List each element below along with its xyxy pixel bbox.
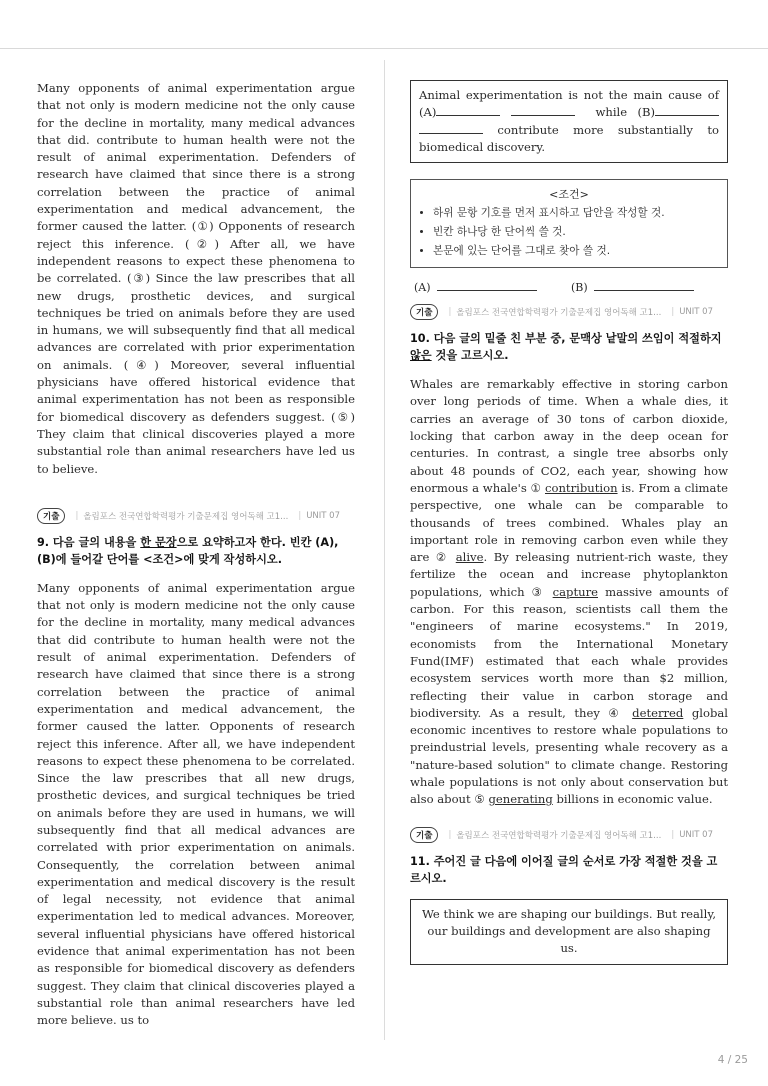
q10-question: 10. 다음 글의 밑줄 친 부분 중, 문맥상 낱말의 쓰임이 적절하지 않은 것을 고르시오. <box>410 332 722 363</box>
q11-unit: UNIT 07 <box>679 829 713 840</box>
q10-underlined: 않은 <box>410 349 432 363</box>
answer-row <box>414 280 728 294</box>
conditions-box <box>410 179 728 268</box>
passage-animal-experimentation-1: Many opponents of animal experimentation argue that not only is modern medicine not the only cause for the decline in mortality, many medical advances that did. contribute to human health were not the result of animal experimentation. Defenders of research have claimed that since there is a strong correlation between the practice of animal experimentation and medical advancement, the former caused the latter. (①) Opponents of research reject this inference. (②) After all, we have independent reasons to expect these phenomena to be correlated. (③) Since the law prescribes that all new drugs, prosthetic devices, and surgical techniques be tried on animals before they are used in humans, we will subsequently find that all medical advances are correlated with prior experimentation on animals. (④) Moreover, several influential physicians have offered historical evidence that animal experimentation has not been as responsible for biomedical discovery as defenders suggest. (⑤) They claim that clinical discoveries played a more substantial role than animal researchers have led us to believe. <box>37 81 355 476</box>
page-number: 4 / 25 <box>717 1054 748 1066</box>
underlined-word-4: deterred <box>632 705 684 720</box>
passage-animal-experimentation-2: Many opponents of animal experimentation argue that not only is modern medicine not the only cause for the decline in mortality, many medical advances that did contribute to human health were not the result of animal experimentation. Defenders of research have claimed that since there is a strong correlation between the practice of animal experimentation and medical advancement, the former caused the latter. Opponents of research reject this inference. After all, we have independent reasons to expect these phenomena to be correlated. Since the law prescribes that all new drugs, prosthetic devices, and surgical techniques be tried on animals before they are used in humans, we will subsequently find that all medical advances are correlated with prior experimentation on animals. Consequently, the correlation between animal experimentation and medical discovery is the result of legal necessity, not evidence that animal experimentation led to medical advances. Moreover, several influential physicians have offered historical evidence that animal experimentation has not been as responsible for biomedical discovery as defenders suggest. They claim that clinical discoveries played a substantial role than animal researchers have led more believe. us to <box>37 580 355 1028</box>
underlined-word-1: contribution <box>544 480 618 495</box>
q11-source-row: 기출 | 올림포스 전국연합학력평가 기출문제집 영어독해 고1... | UNIT 07 <box>410 827 728 843</box>
condition-item: • 하위 문항 기호를 먼저 표시하고 답안을 작성할 것. <box>433 204 717 223</box>
q10-tag-badge: 기출 <box>410 304 438 320</box>
answer-b-field[interactable] <box>594 280 694 291</box>
q10-source: 올림포스 전국연합학력평가 기출문제집 영어독해 고1... <box>456 308 662 319</box>
underlined-word-3: capture <box>552 584 598 599</box>
q9-underlined: 한 문장 <box>140 535 177 549</box>
conditions-list <box>421 204 717 261</box>
answer-a-field[interactable] <box>437 280 537 291</box>
q9-tag-badge: 기출 <box>37 508 65 524</box>
underlined-word-2: alive <box>455 550 484 565</box>
underlined-word-5: generating <box>488 792 553 807</box>
q10-unit: UNIT 07 <box>679 307 713 318</box>
right-column <box>410 80 728 965</box>
summary-box: Animal experimentation is not the main cause of (A) while (B) contribute more substantially to biomedical discovery. <box>410 80 728 163</box>
q9-unit: UNIT 07 <box>306 510 340 521</box>
left-column <box>37 80 355 1030</box>
answer-a-label: (A) <box>414 281 431 295</box>
q9-source-row: 기출 | 올림포스 전국연합학력평가 기출문제집 영어독해 고1... | UNIT 07 <box>37 508 355 524</box>
q11-tag-badge: 기출 <box>410 827 438 843</box>
answer-b-label: (B) <box>571 281 588 295</box>
q9-question: 9. 다음 글의 내용을 한 문장으로 요약하고자 한다. 빈칸 (A), (B)에 들어갈 단어를 <조건>에 맞게 작성하시오. <box>37 535 339 566</box>
blank-b-line <box>655 104 719 116</box>
q11-question: 11. 주어진 글 다음에 이어질 글의 순서로 가장 적절한 것을 고르시오. <box>410 854 718 885</box>
given-text-box: We think we are shaping our buildings. But really, our buildings and development are also shaping us. <box>410 899 728 965</box>
q9-source: 올림포스 전국연합학력평가 기출문제집 영어독해 고1... <box>83 511 289 522</box>
header-rule <box>0 48 768 49</box>
blank-a-line <box>436 104 500 116</box>
column-divider <box>384 60 385 1040</box>
condition-item: • 본문에 있는 단어를 그대로 찾아 쓸 것. <box>433 242 717 261</box>
q11-source: 올림포스 전국연합학력평가 기출문제집 영어독해 고1... <box>456 830 662 841</box>
condition-item: • 빈칸 하나당 한 단어씩 쓸 것. <box>433 223 717 242</box>
passage-whales: Whales are remarkably effective in storing carbon over long periods of time. When a whale dies, it carries an average of 30 tons of carbon dioxide, locking that carbon away in the deep ocean for centuries. In contrast, a single tree absorbs only about 48 pounds of CO2, each year, showing how enormous a whale's ① contribution is. From a climate perspective, one whale can be comparable to thousands of trees combined. Whales play an important role in removing carbon even while they are ② alive. By releasing nutrient-rich waste, they fertilize the ocean and increase phytoplankton populations, which ③ capture massive amounts of carbon. For this reason, scientists call them the "engineers of marine ecosystems." In 2019, economists from the International Monetary Fund(IMF) estimated that each whale provides ecosystem services worth more than $2 million, reflecting their value in carbon storage and biodiversity. As a result, they ④ deterred global economic incentives to restore whale populations to preindustrial levels, presenting whale recovery as a "nature-based solution" to climate change. Restoring whale populations is not only about conservation but also about ⑤ generating billions in economic value. <box>410 377 728 807</box>
q10-source-row: 기출 | 올림포스 전국연합학력평가 기출문제집 영어독해 고1... | UNIT 07 <box>410 304 728 320</box>
conditions-title: <조건> <box>549 188 589 202</box>
